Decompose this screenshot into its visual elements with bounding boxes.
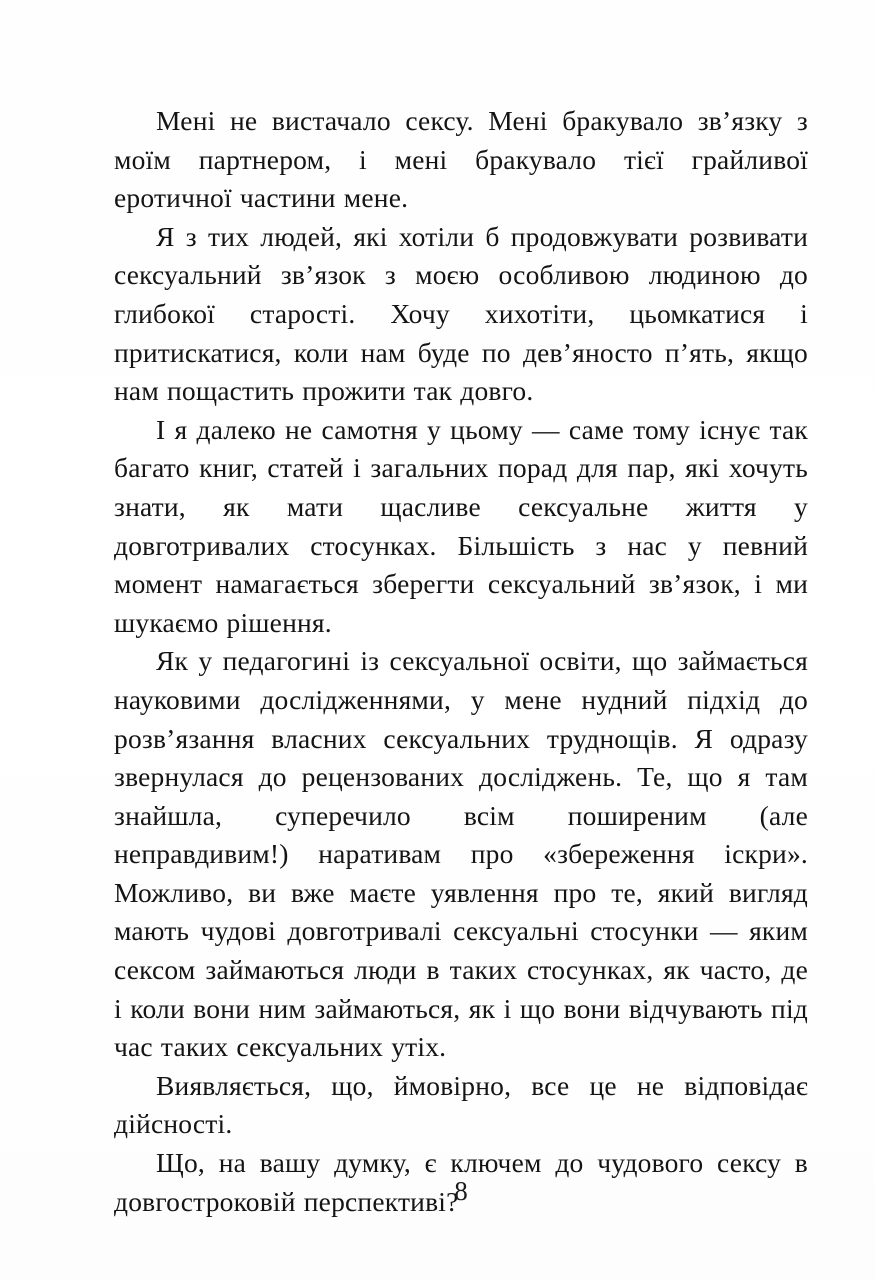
paragraph: Мені не вистачало сексу. Мені бракувало зв’язку з моїм партнером, і мені бракувало тієї грайливої еротичної частини мене. — [114, 105, 808, 214]
paragraph: Виявляється, що, ймовірно, все це не відповідає дійсності. — [114, 1069, 808, 1140]
paragraph: І я далеко не самотня у цьому — саме тому існує так багато книг, статей і загальних порад для пар, які хочуть знати, як мати щасливе сексуальне життя у довготривалих стосунках. Більшість з нас у певний момент намагається зберегти сексуальний зв’язок, і ми шукаємо рішення. — [114, 413, 808, 638]
paragraph: Я з тих людей, які хотіли б продовжувати розвивати сексуальний зв’язок з моєю особливою людиною до глибокої старості. Хочу хихотіти, цьомкатися і притискатися, коли нам буде по дев’яносто п’ять, якщо нам пощастить прожити так довго. — [114, 220, 808, 407]
page-number: 8 — [454, 1176, 468, 1206]
paragraph: Що, на вашу думку, є ключем до чудового сексу в довгостроковій перспективі? — [114, 1147, 808, 1217]
paragraph: Як у педагогині із сексуальної освіти, що займається науковими дослідженнями, у мене нудний підхід до розв’язання власних сексуальних труднощів. Я одразу звернулася до рецензованих досліджень. Те, що я там знайшла, суперечило всім поширеним (але неправдивим!) наративам про «збереження іскри». Можливо, ви вже маєте уявлення про те, який вигляд мають чудові довготривалі сексуальні стосунки — яким сексом займаються люди в таких стосунках, як часто, де і коли вони ним займаються, як і що вони відчувають під час таких сексуальних утіх. — [114, 645, 808, 1063]
body-text — [114, 102, 808, 1221]
